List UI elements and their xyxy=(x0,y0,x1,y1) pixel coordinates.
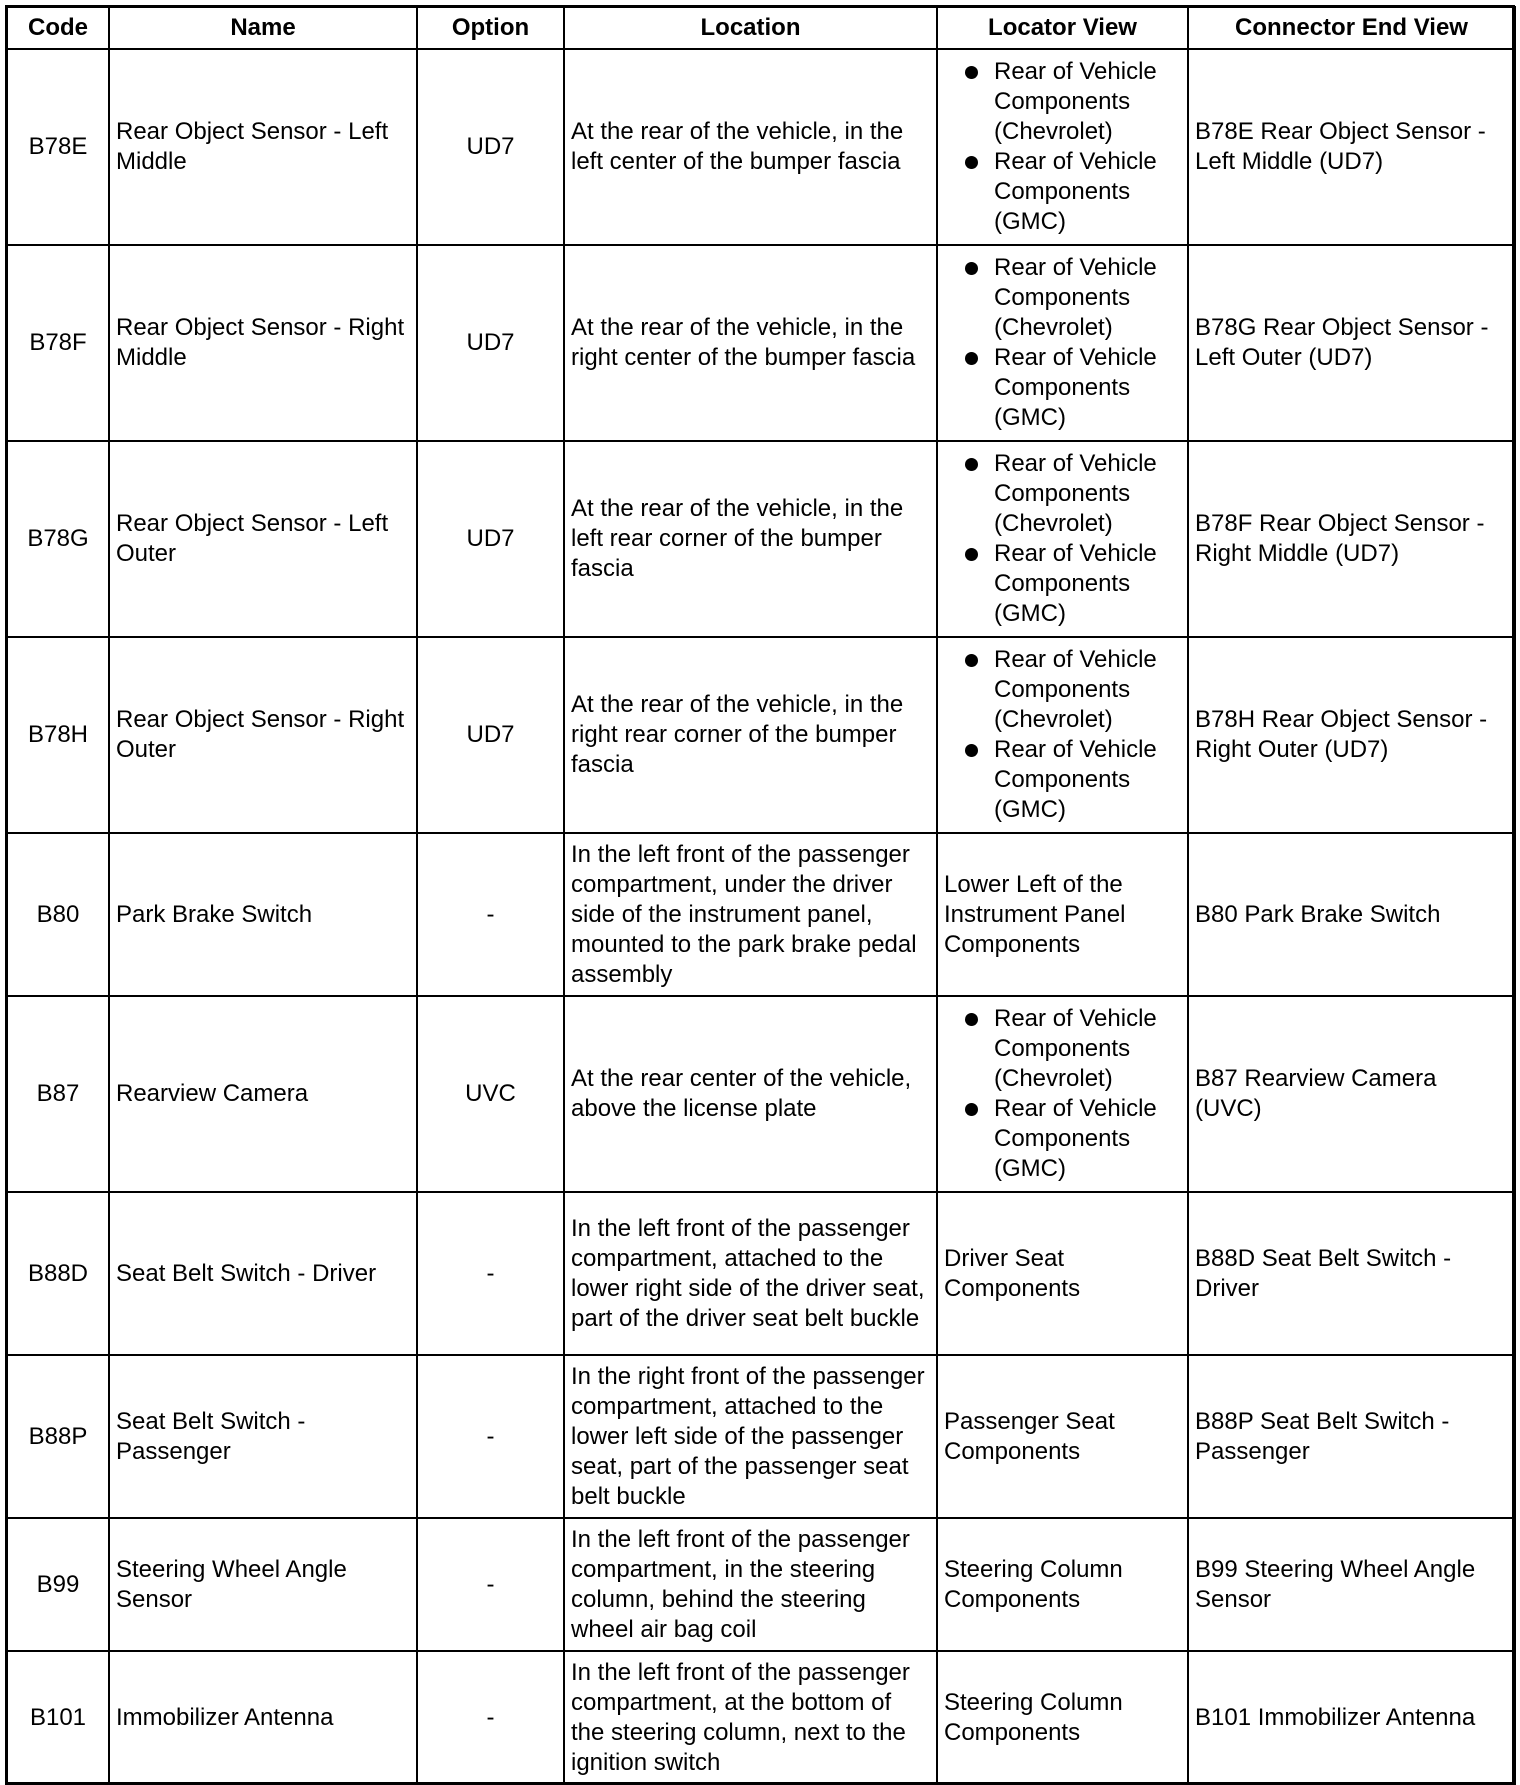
option-cell: - xyxy=(417,1651,564,1784)
name-cell: Seat Belt Switch - Driver xyxy=(109,1192,417,1355)
locator-view-cell xyxy=(937,245,1188,441)
locator-view-link[interactable]: Rear of Vehicle Components (Chevrolet) xyxy=(944,253,1181,343)
locator-view-cell[interactable]: Steering Column Components xyxy=(937,1651,1188,1784)
connector-end-view-cell[interactable]: B78F Rear Object Sensor - Right Middle (UD7) xyxy=(1188,441,1515,637)
locator-view-cell xyxy=(937,49,1188,245)
locator-view-list xyxy=(944,57,1181,237)
option-cell: UVC xyxy=(417,996,564,1192)
locator-view-list xyxy=(944,1004,1181,1184)
locator-view-list xyxy=(944,645,1181,825)
locator-view-link[interactable]: Rear of Vehicle Components (GMC) xyxy=(944,539,1181,629)
locator-view-list xyxy=(944,449,1181,629)
table-row xyxy=(7,245,1515,441)
location-cell: In the left front of the passenger compartment, in the steering column, behind the steering wheel air bag coil xyxy=(564,1518,937,1651)
connector-end-view-cell[interactable]: B88D Seat Belt Switch - Driver xyxy=(1188,1192,1515,1355)
location-cell: At the rear of the vehicle, in the left center of the bumper fascia xyxy=(564,49,937,245)
header-code: Code xyxy=(7,7,109,49)
location-cell: At the rear of the vehicle, in the right center of the bumper fascia xyxy=(564,245,937,441)
name-cell: Park Brake Switch xyxy=(109,833,417,996)
header-option: Option xyxy=(417,7,564,49)
locator-view-link[interactable]: Rear of Vehicle Components (Chevrolet) xyxy=(944,645,1181,735)
connector-end-view-cell[interactable]: B78G Rear Object Sensor - Left Outer (UD7) xyxy=(1188,245,1515,441)
locator-view-cell[interactable]: Passenger Seat Components xyxy=(937,1355,1188,1518)
table-row xyxy=(7,996,1515,1192)
name-cell: Rear Object Sensor - Right Outer xyxy=(109,637,417,833)
locator-view-link[interactable]: Rear of Vehicle Components (GMC) xyxy=(944,343,1181,433)
location-cell: At the rear center of the vehicle, above the license plate xyxy=(564,996,937,1192)
location-cell: In the left front of the passenger compartment, under the driver side of the instrument panel, mounted to the park brake pedal assembly xyxy=(564,833,937,996)
code-cell: B88D xyxy=(7,1192,109,1355)
code-cell: B99 xyxy=(7,1518,109,1651)
option-cell: - xyxy=(417,1192,564,1355)
locator-view-link[interactable]: Rear of Vehicle Components (GMC) xyxy=(944,735,1181,825)
name-cell: Rear Object Sensor - Right Middle xyxy=(109,245,417,441)
locator-view-link[interactable]: Rear of Vehicle Components (GMC) xyxy=(944,1094,1181,1184)
header-location: Location xyxy=(564,7,937,49)
code-cell: B78H xyxy=(7,637,109,833)
table-row xyxy=(7,49,1515,245)
locator-view-cell xyxy=(937,637,1188,833)
option-cell: UD7 xyxy=(417,441,564,637)
location-cell: At the rear of the vehicle, in the left rear corner of the bumper fascia xyxy=(564,441,937,637)
name-cell: Rear Object Sensor - Left Outer xyxy=(109,441,417,637)
location-cell: At the rear of the vehicle, in the right rear corner of the bumper fascia xyxy=(564,637,937,833)
table-row xyxy=(7,1518,1515,1651)
connector-end-view-cell[interactable]: B78H Rear Object Sensor - Right Outer (UD7) xyxy=(1188,637,1515,833)
locator-view-cell[interactable]: Steering Column Components xyxy=(937,1518,1188,1651)
connector-end-view-cell[interactable]: B80 Park Brake Switch xyxy=(1188,833,1515,996)
name-cell: Immobilizer Antenna xyxy=(109,1651,417,1784)
option-cell: - xyxy=(417,1518,564,1651)
component-locator-table xyxy=(6,6,1516,1785)
option-cell: - xyxy=(417,1355,564,1518)
locator-view-link[interactable]: Rear of Vehicle Components (Chevrolet) xyxy=(944,57,1181,147)
option-cell: UD7 xyxy=(417,637,564,833)
option-cell: - xyxy=(417,833,564,996)
name-cell: Rear Object Sensor - Left Middle xyxy=(109,49,417,245)
locator-view-link[interactable]: Rear of Vehicle Components (Chevrolet) xyxy=(944,1004,1181,1094)
name-cell: Steering Wheel Angle Sensor xyxy=(109,1518,417,1651)
header-locator-view: Locator View xyxy=(937,7,1188,49)
location-cell: In the left front of the passenger compartment, at the bottom of the steering column, next to the ignition switch xyxy=(564,1651,937,1784)
locator-view-list xyxy=(944,253,1181,433)
table-row xyxy=(7,441,1515,637)
location-cell: In the right front of the passenger compartment, attached to the lower left side of the passenger seat, part of the passenger seat belt buckle xyxy=(564,1355,937,1518)
connector-end-view-cell[interactable]: B99 Steering Wheel Angle Sensor xyxy=(1188,1518,1515,1651)
table-row xyxy=(7,1355,1515,1518)
code-cell: B80 xyxy=(7,833,109,996)
connector-end-view-cell[interactable]: B78E Rear Object Sensor - Left Middle (UD7) xyxy=(1188,49,1515,245)
locator-view-cell[interactable]: Driver Seat Components xyxy=(937,1192,1188,1355)
code-cell: B101 xyxy=(7,1651,109,1784)
locator-view-link[interactable]: Rear of Vehicle Components (Chevrolet) xyxy=(944,449,1181,539)
locator-view-cell xyxy=(937,996,1188,1192)
connector-end-view-cell[interactable]: B87 Rearview Camera (UVC) xyxy=(1188,996,1515,1192)
header-name: Name xyxy=(109,7,417,49)
locator-view-link[interactable]: Rear of Vehicle Components (GMC) xyxy=(944,147,1181,237)
code-cell: B88P xyxy=(7,1355,109,1518)
code-cell: B78E xyxy=(7,49,109,245)
name-cell: Seat Belt Switch - Passenger xyxy=(109,1355,417,1518)
code-cell: B78G xyxy=(7,441,109,637)
code-cell: B78F xyxy=(7,245,109,441)
name-cell: Rearview Camera xyxy=(109,996,417,1192)
table-row xyxy=(7,1192,1515,1355)
table-row xyxy=(7,637,1515,833)
header-row xyxy=(7,7,1515,49)
code-cell: B87 xyxy=(7,996,109,1192)
option-cell: UD7 xyxy=(417,245,564,441)
table-row xyxy=(7,1651,1515,1784)
table-row xyxy=(7,833,1515,996)
locator-view-cell[interactable]: Lower Left of the Instrument Panel Components xyxy=(937,833,1188,996)
option-cell: UD7 xyxy=(417,49,564,245)
connector-end-view-cell[interactable]: B88P Seat Belt Switch - Passenger xyxy=(1188,1355,1515,1518)
header-connector-end-view: Connector End View xyxy=(1188,7,1515,49)
connector-end-view-cell[interactable]: B101 Immobilizer Antenna xyxy=(1188,1651,1515,1784)
locator-view-cell xyxy=(937,441,1188,637)
location-cell: In the left front of the passenger compartment, attached to the lower right side of the driver seat, part of the driver seat belt buckle xyxy=(564,1192,937,1355)
